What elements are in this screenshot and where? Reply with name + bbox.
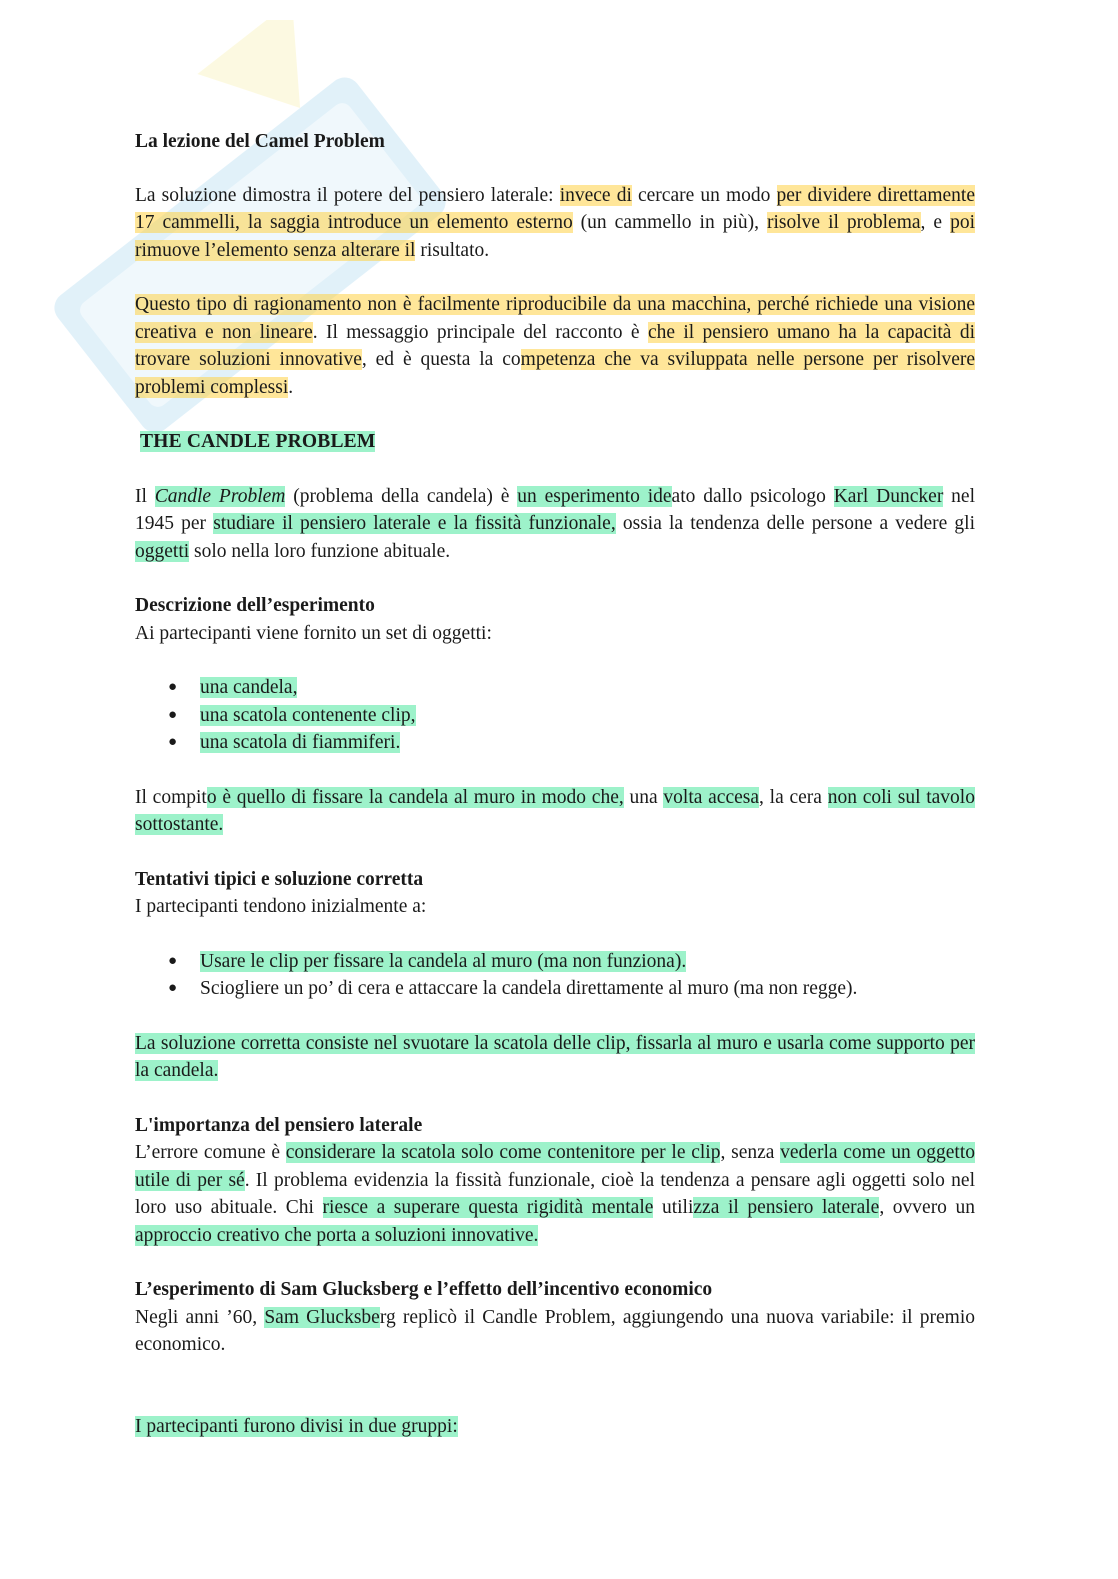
objects-list	[135, 674, 975, 757]
list-item: ● Sciogliere un po’ di cera e attaccare la candela direttamente al muro (ma non regge).	[200, 975, 975, 1003]
glucksberg-paragraph: Negli anni ’60, Sam Glucksberg replicò il Candle Problem, aggiungendo una nuova variabile: il premio economico.	[135, 1306, 975, 1355]
lateral-thinking-title: L'importanza del pensiero laterale	[135, 1114, 423, 1136]
solution-paragraph: La soluzione corretta consiste nel svuotare la scatola delle clip, fissarla al muro e usarla come supporto per la candela.	[135, 1032, 975, 1081]
camel-paragraph-2: Questo tipo di ragionamento non è facilmente riproducibile da una macchina, perché richiede una visione creativa e non lineare. Il messaggio principale del racconto è che il pensiero umano ha la capacità di trovare soluzioni innovative, ed è questa la competenza che va sviluppata nelle persone per risolvere problemi complessi.	[135, 294, 976, 398]
camel-paragraph-1: La soluzione dimostra il potere del pensiero laterale: invece di cercare un modo per dividere direttamente 17 cammelli, la saggia introduce un elemento esterno (un cammello in più), risolve il problema, e poi rimuove l’elemento senza alterare il risultato.	[135, 184, 976, 261]
task-paragraph: Il compito è quello di fissare la candela al muro in modo che, una volta accesa, la cera non coli sul tavolo sottostante.	[135, 786, 975, 835]
list-item: ● Usare le clip per fissare la candela al muro (ma non funziona).	[200, 948, 975, 976]
candle-intro-paragraph: Il Candle Problem (problema della candela) è un esperimento ideato dallo psicologo Karl Duncker nel 1945 per studiare il pensiero laterale e la fissità funzionale, ossia la tendenza delle persone a vedere gli oggetti solo nella loro funzione abituale.	[135, 485, 976, 562]
list-item: ● una candela,	[200, 674, 975, 702]
glucksberg-title: L’esperimento di Sam Glucksberg e l’effetto dell’incentivo economico	[135, 1279, 713, 1300]
experiment-description-title: Descrizione dell’esperimento	[135, 595, 375, 616]
list-item: ● una scatola di fiammiferi.	[200, 729, 975, 757]
lateral-thinking-paragraph: L’errore comune è considerare la scatola solo come contenitore per le clip, senza vederla come un oggetto utile di per sé. Il problema evidenzia la fissità funzionale, cioè la tendenza a pensare agli oggetti solo nel loro uso abituale. Chi riesce a superare questa rigidità mentale utilizza il pensiero laterale, ovvero un approccio creativo che porta a soluzioni innovative.	[135, 1142, 976, 1246]
groups-paragraph: I partecipanti furono divisi in due gruppi:	[135, 1415, 458, 1437]
attempts-title: Tentativi tipici e soluzione corretta	[135, 868, 424, 890]
attempts-text: I partecipanti tendono inizialmente a:	[135, 896, 427, 917]
camel-lesson-title: La lezione del Camel Problem	[135, 131, 385, 152]
attempts-list	[135, 948, 975, 1003]
experiment-description-text: Ai partecipanti viene fornito un set di oggetti:	[135, 622, 492, 644]
list-item: ● una scatola contenente clip,	[200, 702, 975, 730]
document-page	[135, 128, 975, 1467]
candle-problem-heading: THE CANDLE PROBLEM	[140, 431, 376, 452]
